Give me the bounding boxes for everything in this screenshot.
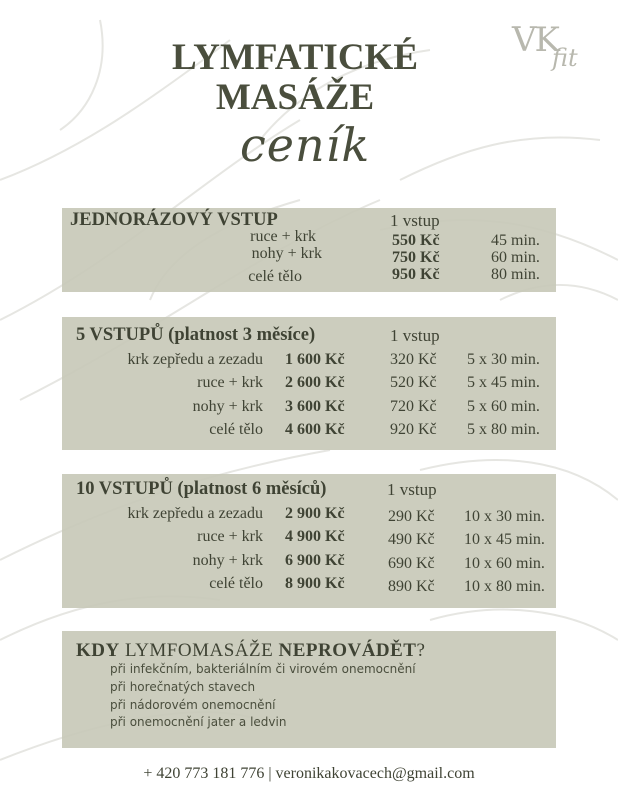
section3-row-price: 4 900 Kč bbox=[285, 528, 345, 545]
section1-row-duration: 45 min. bbox=[491, 232, 540, 249]
section3-row-label: nohy + krk bbox=[192, 552, 263, 569]
page-title-line2: MASÁŽE bbox=[215, 77, 375, 118]
heading-word-kdy: KDY bbox=[76, 640, 120, 661]
section2-row-per: 920 Kč bbox=[390, 421, 437, 438]
section3-row-duration: 10 x 30 min. bbox=[464, 508, 545, 525]
contraindication-item: při infekčním, bakteriálním či virovém onemocnění bbox=[110, 662, 416, 676]
section3-row-duration: 10 x 45 min. bbox=[464, 531, 545, 548]
section2-row-duration: 5 x 30 min. bbox=[467, 351, 540, 368]
heading-word-lymfomasaze: LYMFOMASÁŽE bbox=[124, 640, 274, 661]
section2-row-per: 720 Kč bbox=[390, 398, 437, 415]
section3-row-per: 890 Kč bbox=[388, 578, 435, 595]
section2-row-duration: 5 x 80 min. bbox=[467, 421, 540, 438]
section2-row-duration: 5 x 60 min. bbox=[467, 398, 540, 415]
page-subtitle: ceník bbox=[240, 118, 371, 172]
section2-row-price: 2 600 Kč bbox=[285, 374, 345, 391]
section3-row-label: krk zepředu a zezadu bbox=[127, 505, 263, 522]
section1-col-label: 1 vstup bbox=[390, 211, 440, 230]
section3-row-price: 2 900 Kč bbox=[285, 505, 345, 522]
section3-row-per: 290 Kč bbox=[388, 508, 435, 525]
logo-vk: VK bbox=[512, 20, 558, 60]
contraindication-item: při horečnatých stavech bbox=[110, 680, 256, 694]
section4-heading bbox=[76, 640, 425, 662]
section2-row-label: krk zepředu a zezadu bbox=[127, 351, 263, 368]
section2-row-price: 3 600 Kč bbox=[285, 398, 345, 415]
section2-row-per: 520 Kč bbox=[390, 374, 437, 391]
section3-row-label: ruce + krk bbox=[197, 528, 263, 545]
section1-row-price: 550 Kč bbox=[392, 232, 440, 249]
section3-row-duration: 10 x 80 min. bbox=[464, 578, 545, 595]
section1-row-price: 750 Kč bbox=[392, 249, 440, 266]
section3-col-label: 1 vstup bbox=[387, 480, 437, 499]
section2-heading: 5 VSTUPŮ (platnost 3 měsíce) bbox=[76, 325, 316, 345]
section2-row-duration: 5 x 45 min. bbox=[467, 374, 540, 391]
section1-row-duration: 60 min. bbox=[491, 249, 540, 266]
section1-row-price: 950 Kč bbox=[392, 266, 440, 283]
section2-row-label: nohy + krk bbox=[192, 398, 263, 415]
section2-row-price: 1 600 Kč bbox=[285, 351, 345, 368]
section2-row-per: 320 Kč bbox=[390, 351, 437, 368]
section2-row-label: ruce + krk bbox=[197, 374, 263, 391]
section2-row-label: celé tělo bbox=[209, 421, 263, 438]
section3-row-per: 690 Kč bbox=[388, 555, 435, 572]
contact-info: + 420 773 181 776 | veronikakovacech@gmail.com bbox=[143, 765, 475, 782]
section1-row-label: nohy + krk bbox=[251, 245, 322, 262]
section3-row-duration: 10 x 60 min. bbox=[464, 555, 545, 572]
section2-col-label: 1 vstup bbox=[390, 326, 440, 345]
logo-fit: fit bbox=[552, 44, 578, 72]
contraindication-item: při onemocnění jater a ledvin bbox=[110, 715, 287, 729]
section3-row-price: 6 900 Kč bbox=[285, 552, 345, 569]
section3-heading: 10 VSTUPŮ (platnost 6 měsíců) bbox=[76, 479, 327, 499]
section3-row-price: 8 900 Kč bbox=[285, 575, 345, 592]
section2-row-price: 4 600 Kč bbox=[285, 421, 345, 438]
section1-row-label: ruce + krk bbox=[250, 228, 316, 245]
page-title-line1: LYMFATICKÉ bbox=[171, 37, 418, 78]
section1-row-duration: 80 min. bbox=[491, 266, 540, 283]
section3-row-per: 490 Kč bbox=[388, 531, 435, 548]
heading-question-mark: ? bbox=[416, 640, 426, 661]
heading-word-neprovadet: NEPROVÁDĚT bbox=[278, 640, 417, 661]
section3-row-label: celé tělo bbox=[209, 575, 263, 592]
section1-heading: JEDNORÁZOVÝ VSTUP bbox=[70, 210, 278, 230]
section1-row-label: celé tělo bbox=[248, 268, 302, 285]
contraindication-item: při nádorovém onemocnění bbox=[110, 698, 276, 712]
